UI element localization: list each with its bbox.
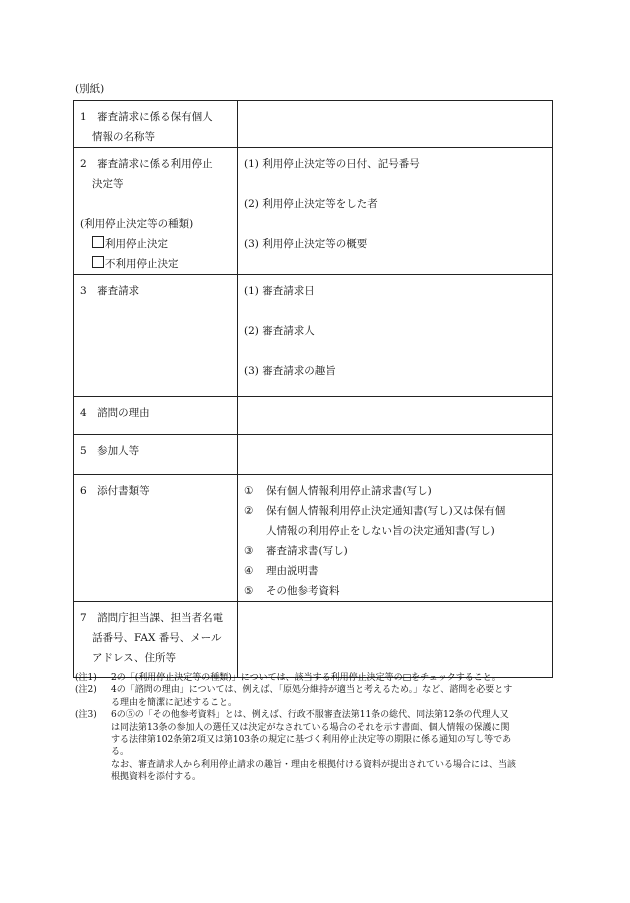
row1-label-cell bbox=[74, 101, 238, 148]
row5-label-line-1: 5 参加人等 bbox=[80, 445, 140, 457]
attachment-label: (別紙) bbox=[75, 83, 105, 95]
row2-label-line-1: 2 審査請求に係る利用停止 bbox=[80, 158, 213, 170]
attachment-mark-5: ⑤ bbox=[244, 585, 254, 597]
row3-item-1: (1) 審査請求日 bbox=[244, 285, 315, 297]
checkbox-suspension-label: 利用停止決定 bbox=[105, 238, 168, 250]
notes-section bbox=[75, 672, 565, 784]
row1-value-cell[interactable] bbox=[238, 101, 553, 148]
row5-value-cell[interactable] bbox=[238, 435, 553, 475]
checkbox-suspension[interactable] bbox=[92, 236, 104, 248]
row4-label-line-1: 4 諮問の理由 bbox=[80, 407, 150, 419]
row7-label-line-3: アドレス、住所等 bbox=[92, 652, 176, 664]
note-3-line-2: は同法第13条の参加人の選任又は決定がなされている場合のそれを示す書面、個人情報の保護に関 bbox=[111, 722, 510, 733]
form-row-3 bbox=[74, 275, 553, 397]
note-2-line-1: 4の「諮問の理由」については、例えば、「原処分維持が適当と考えるため。」など、諮問を必要とす bbox=[111, 685, 513, 696]
row3-label-line-1: 3 審査請求 bbox=[80, 285, 140, 297]
row7-label-line-2: 話番号、FAX 番号、メール bbox=[92, 632, 222, 644]
row2-item-2: (2) 利用停止決定等をした者 bbox=[244, 198, 378, 210]
form-row-4 bbox=[74, 397, 553, 435]
row2-label-cell bbox=[74, 148, 238, 275]
row4-value-cell[interactable] bbox=[238, 397, 553, 435]
attachment-item-4 bbox=[244, 561, 552, 581]
row2-value-cell bbox=[238, 148, 553, 275]
attachment-text-4: 理由説明書 bbox=[266, 565, 319, 577]
form-row-1 bbox=[74, 101, 553, 148]
note-2-tag: (注2) bbox=[75, 685, 97, 696]
row3-label-cell bbox=[74, 275, 238, 397]
attachment-text-3: 審査請求書(写し) bbox=[266, 545, 348, 557]
note-3-line-3: する法律第102条第2項又は第103条の規定に基づく利用停止決定等の期限に係る通知の写し等であ bbox=[111, 735, 512, 746]
attachment-mark-3: ③ bbox=[244, 545, 254, 557]
checkbox-non-suspension[interactable] bbox=[92, 256, 104, 268]
row4-label-cell bbox=[74, 397, 238, 435]
row6-label-line-1: 6 添付書類等 bbox=[80, 485, 150, 497]
row7-label-line-1: 7 諮問庁担当課、担当者名電 bbox=[80, 612, 224, 624]
row3-item-3: (3) 審査請求の趣旨 bbox=[244, 365, 336, 377]
note-2 bbox=[75, 684, 565, 709]
form-row-7 bbox=[74, 602, 553, 678]
checkbox-item-non-suspension[interactable] bbox=[80, 254, 237, 274]
checkbox-item-suspension[interactable] bbox=[80, 234, 237, 254]
attachment-text-5: その他参考資料 bbox=[266, 585, 340, 597]
row2-label-line-2: 決定等 bbox=[92, 178, 124, 190]
note-1 bbox=[75, 672, 565, 684]
decision-type-subtitle: (利用停止決定等の種類) bbox=[80, 218, 194, 230]
row3-item-2: (2) 審査請求人 bbox=[244, 325, 315, 337]
note-3-line-4: る。 bbox=[111, 747, 130, 758]
row6-label-cell bbox=[74, 475, 238, 602]
attachment-mark-1: ① bbox=[244, 485, 254, 497]
row7-label-cell bbox=[74, 602, 238, 678]
note-1-tag: (注1) bbox=[75, 673, 97, 683]
form-row-5 bbox=[74, 435, 553, 475]
checkbox-non-suspension-label: 不利用停止決定 bbox=[105, 258, 179, 270]
note-2-line-2: る理由を簡潔に記述すること。 bbox=[111, 697, 238, 708]
form-row-2 bbox=[74, 148, 553, 275]
attachment-text-2a: 保有個人情報利用停止決定通知書(写し)又は保有個 bbox=[266, 505, 506, 517]
attachment-mark-2: ② bbox=[244, 505, 254, 517]
note-3 bbox=[75, 709, 565, 783]
row3-value-cell bbox=[238, 275, 553, 397]
row2-item-3: (3) 利用停止決定等の概要 bbox=[244, 238, 368, 250]
row1-label-line-1: 1 審査請求に係る保有個人 bbox=[80, 111, 213, 123]
row6-value-cell bbox=[238, 475, 553, 602]
form-row-6 bbox=[74, 475, 553, 602]
attachment-item-2 bbox=[244, 501, 552, 521]
note-3-line-1: 6の⑤の「その他参考資料」とは、例えば、行政不服審査法第11条の総代、同法第12条の代理人又 bbox=[111, 710, 509, 721]
note-1-line-1: 2の「(利用停止決定等の種類)」については、該当する利用停止決定等の□をチェックすること。 bbox=[111, 673, 501, 683]
attachment-item-1 bbox=[244, 481, 552, 501]
note-3-line-5: なお、審査請求人から利用停止請求の趣旨・理由を根拠付ける資料が提出されている場合には、当該 bbox=[111, 759, 517, 770]
consultation-form-table bbox=[73, 100, 553, 678]
attachment-text-1: 保有個人情報利用停止請求書(写し) bbox=[266, 485, 432, 497]
row7-value-cell[interactable] bbox=[238, 602, 553, 678]
attachment-mark-4: ④ bbox=[244, 565, 254, 577]
row5-label-cell bbox=[74, 435, 238, 475]
attachment-item-3 bbox=[244, 541, 552, 561]
note-3-tag: (注3) bbox=[75, 710, 97, 721]
row1-label-line-2: 情報の名称等 bbox=[92, 131, 155, 143]
attachment-item-5 bbox=[244, 581, 552, 601]
row2-item-1: (1) 利用停止決定等の日付、記号番号 bbox=[244, 158, 420, 170]
attachment-item-2-cont: 人情報の利用停止をしない旨の決定通知書(写し) bbox=[266, 525, 495, 537]
note-3-line-6: 根拠資料を添付する。 bbox=[111, 772, 202, 783]
